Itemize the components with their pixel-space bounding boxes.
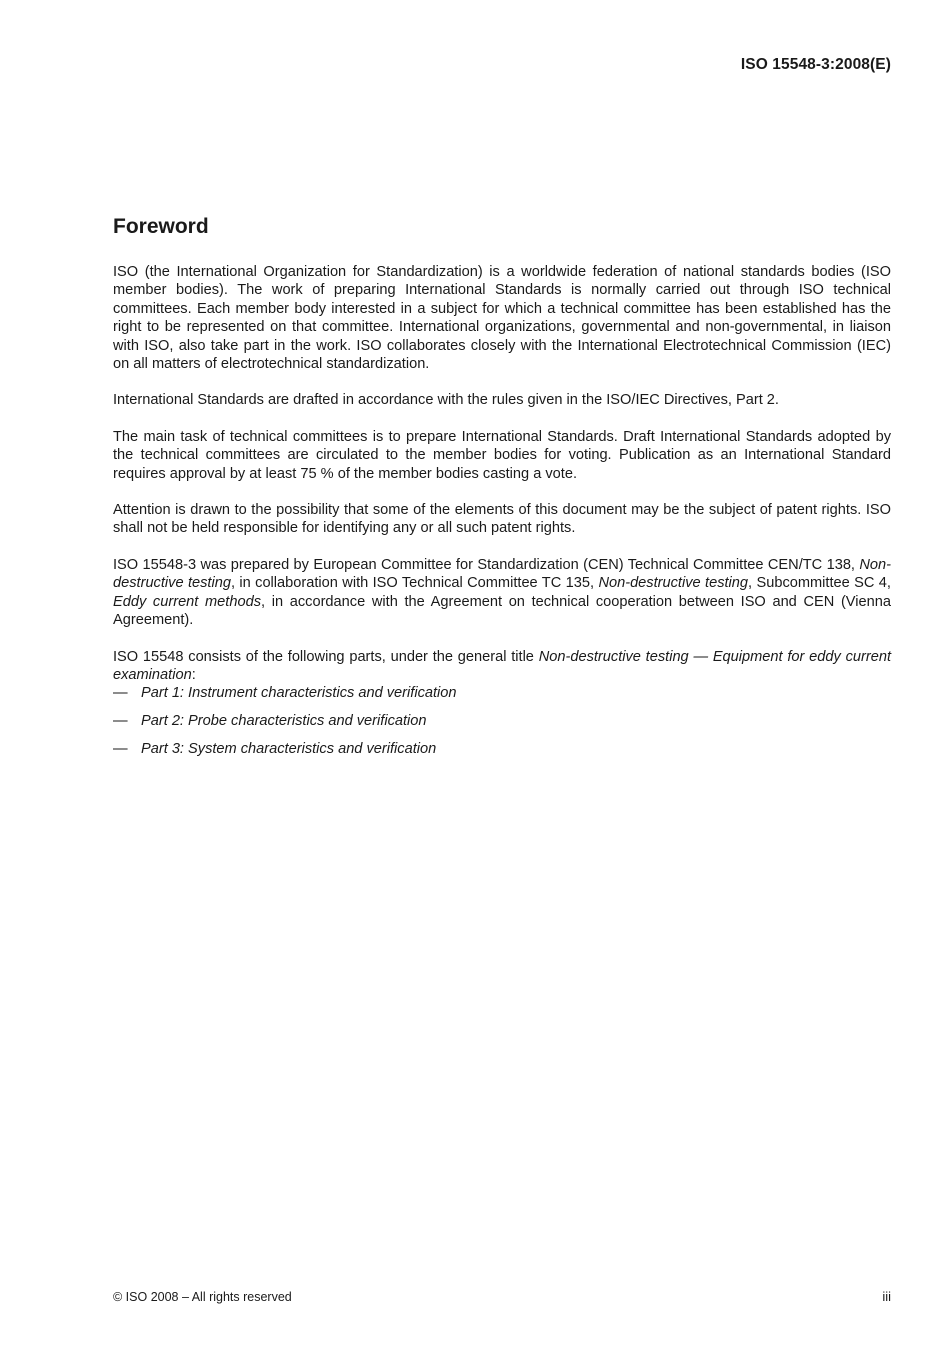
section-heading: Foreword <box>113 215 209 238</box>
paragraph-iso-description: ISO (the International Organization for Standardization) is a worldwide federation of national standards bodies (ISO member bodies). The work of preparing International Standards is normally carried out through ISO technical committees. Each member body interested in a subject for which a technical committee has been established has the right to be represented on that committee. International organizations, governmental and non-governmental, in liaison with ISO, also take part in the work. ISO collaborates closely with the International Electrotechnical Commission (IEC) on all matters of electrotechnical standardization. <box>113 264 891 373</box>
italic-span: Non-destructive testing <box>598 575 749 592</box>
list-item <box>113 684 891 702</box>
list-item-label: Part 3: System characteristics and verification <box>141 741 437 758</box>
list-item <box>113 740 891 758</box>
paragraph-directives: International Standards are drafted in accordance with the rules given in the ISO/IEC Directives, Part 2. <box>113 392 779 409</box>
text-span: ISO 15548-3 was prepared by European Committee for Standardization (CEN) Technical Committee CEN/TC 138, <box>113 556 860 573</box>
paragraph-patent-rights: Attention is drawn to the possibility that some of the elements of this document may be the subject of patent rights. ISO shall not be held responsible for identifying any or all such patent rights. <box>113 502 891 537</box>
text-span: , in accordance with the Agreement on technical cooperation between ISO and CEN (Vienna Agreement). <box>113 593 891 629</box>
text-span: , in collaboration with ISO Technical Committee TC 135, <box>230 575 599 592</box>
document-identifier: ISO 15548-3:2008(E) <box>740 56 891 73</box>
list-dash: — <box>113 685 128 702</box>
italic-span: Non-destructive testing — Equipment for eddy current examination <box>113 648 891 683</box>
text-span: ISO 15548 consists of the following parts, under the general title <box>113 648 539 665</box>
foreword-section <box>113 213 891 768</box>
list-item-label: Part 1: Instrument characteristics and verification <box>141 685 457 702</box>
paragraph-parts-intro <box>113 648 891 685</box>
page-number: iii <box>882 1289 891 1304</box>
list-item <box>113 712 891 730</box>
list-dash: — <box>113 713 128 730</box>
list-item-label: Part 2: Probe characteristics and verification <box>141 713 427 730</box>
italic-span: Eddy current methods <box>113 593 261 610</box>
paragraph-committee-task: The main task of technical committees is to prepare International Standards. Draft International Standards adopted by the technical committees are circulated to the member bodies for voting. Publication as an International Standard requires approval by at least 75 % of the member bodies casting a vote. <box>113 428 891 482</box>
paragraph-preparation <box>113 556 891 630</box>
text-span: : <box>191 666 196 683</box>
copyright-notice: © ISO 2008 – All rights reserved <box>113 1290 292 1304</box>
text-span: , Subcommittee SC 4, <box>748 575 891 592</box>
parts-list <box>113 684 891 758</box>
italic-span: Non-destructive testing <box>113 556 891 592</box>
list-dash: — <box>113 741 128 758</box>
